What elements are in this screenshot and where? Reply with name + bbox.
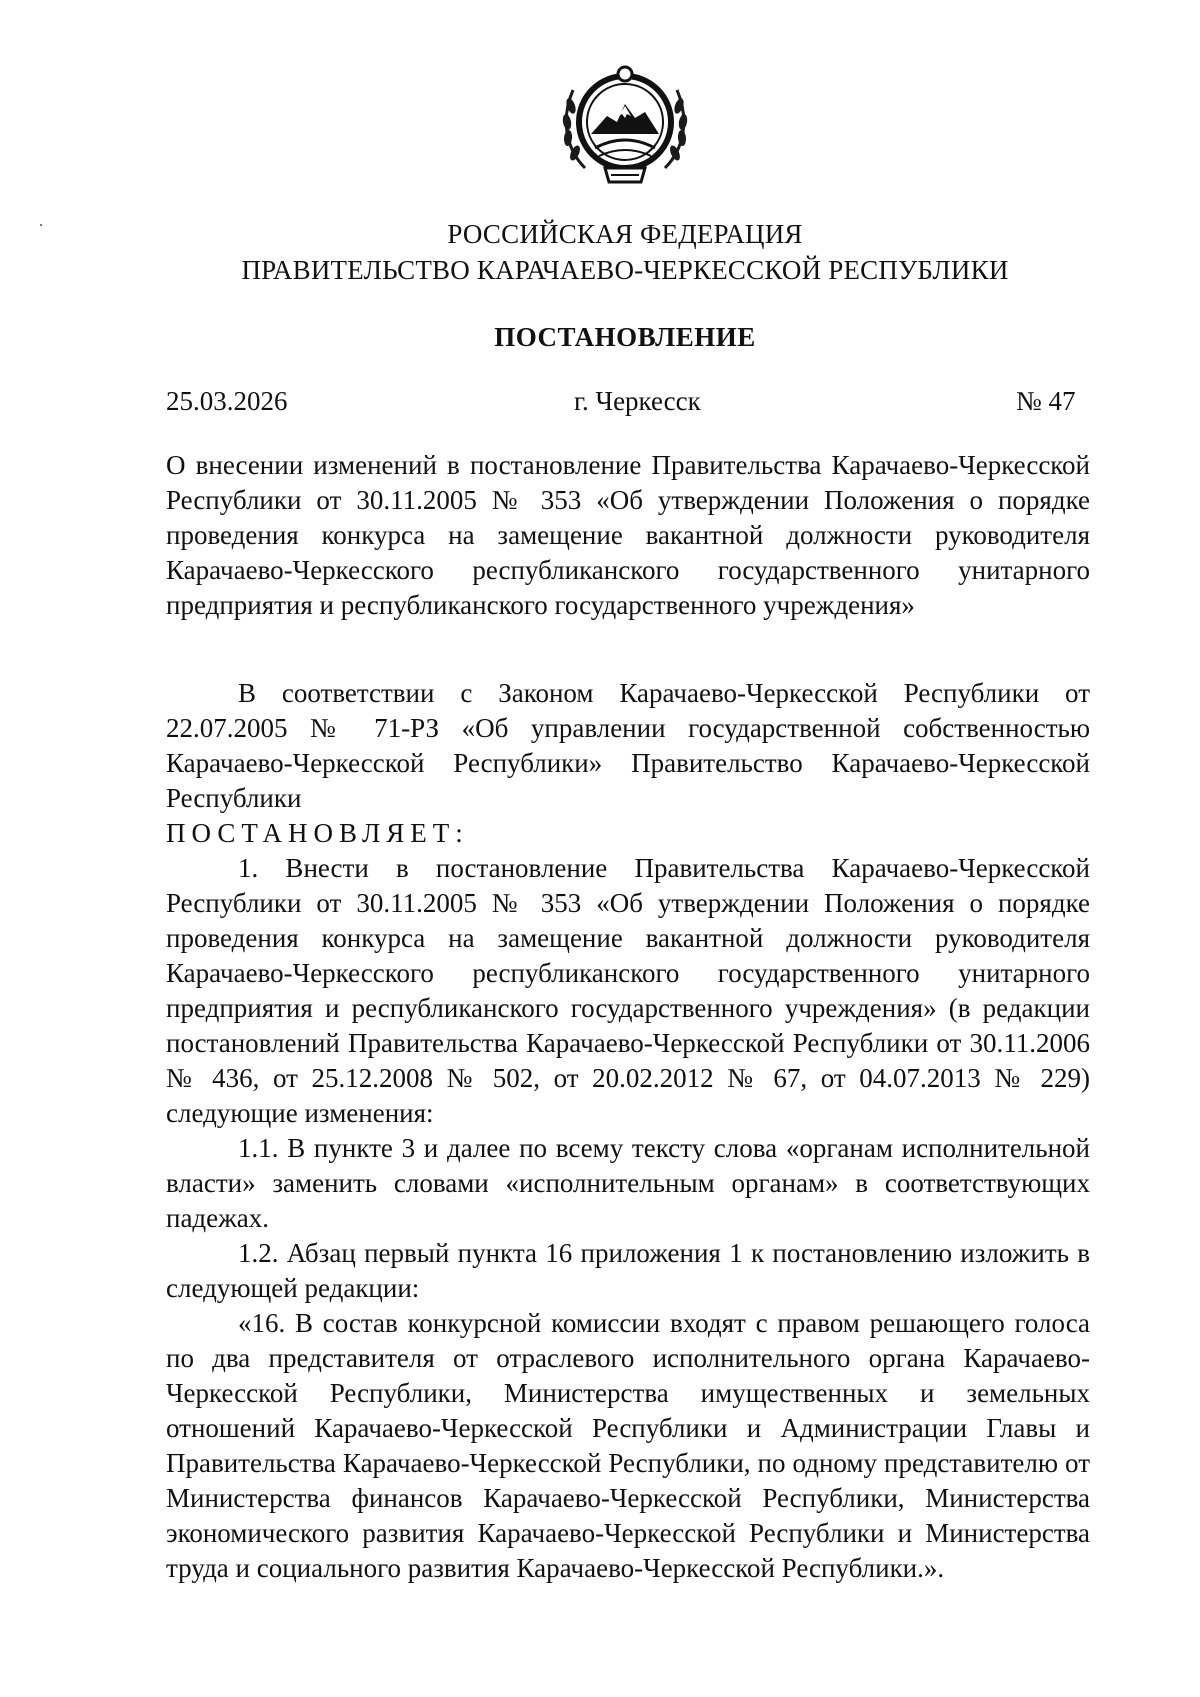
document-subject: О внесении изменений в постановление Правительства Карачаево-Черкесской Республики от 30.11.2005 № 353 «Об утверждении Положения о порядке проведения конкурса на замещение вакантной должности руководителя Карачаево-Черкесского республиканского государственного унитарного предприятия и республиканского государственного учреждения» bbox=[166, 450, 1090, 620]
document-body bbox=[166, 676, 1090, 1586]
coat-of-arms-icon bbox=[555, 56, 695, 196]
scan-speck bbox=[40, 224, 42, 226]
item-1-paragraph: 1. Внести в постановление Правительства Карачаево-Черкесской Республики от 30.11.2005 № 353 «Об утверждении Положения о порядке проведения конкурса на замещение вакантной должности руководителя Карачаево-Черкесского республиканского государственного унитарного предприятия и республиканского государственного учреждения» (в редакции постановлений Правительства Карачаево-Черкесской Республики от 30.11.2006 № 436, от 25.12.2008 № 502, от 20.02.2012 № 67, от 04.07.2013 № 229) следующие изменения: bbox=[166, 853, 1090, 1128]
document-number: № 47 bbox=[1016, 386, 1076, 416]
preamble-paragraph: В соответствии с Законом Карачаево-Черкесской Республики от 22.07.2005 № 71-РЗ «Об управлении государственной собственностью Карачаево-Черкесской Республики» Правительство Карачаево-Черкесской Республики bbox=[166, 678, 1090, 813]
item-1-2-paragraph: 1.2. Абзац первый пункта 16 приложения 1 к постановлению изложить в следующей редакции: bbox=[166, 1238, 1090, 1303]
decree-word: ПОСТАНОВЛЯЕТ: bbox=[166, 818, 469, 848]
item-1-1-paragraph: 1.1. В пункте 3 и далее по всему тексту слова «органам исполнительной власти» заменить словами «исполнительным органам» в соответствующих падежах. bbox=[166, 1133, 1090, 1233]
document-city: г. Черкесск bbox=[574, 386, 701, 416]
country-heading: РОССИЙСКАЯ ФЕДЕРАЦИЯ bbox=[447, 219, 803, 249]
document-type-title: ПОСТАНОВЛЕНИЕ bbox=[494, 322, 756, 352]
item-16-text-paragraph: «16. В состав конкурсной комиссии входят с правом решающего голоса по два представителя от отраслевого исполнительного органа Карачаево-Черкесской Республики, Министерства имущественных и земельных отношений Карачаево-Черкесской Республики и Администрации Главы и Правительства Карачаево-Черкесской Республики, по одному представителю от Министерства финансов Карачаево-Черкесской Республики, Министерства экономического развития Карачаево-Черкесской Республики и Министерства труда и социального развития Карачаево-Черкесской Республики.». bbox=[166, 1308, 1090, 1583]
document-date: 25.03.2026 bbox=[166, 386, 288, 416]
government-heading: ПРАВИТЕЛЬСТВО КАРАЧАЕВО-ЧЕРКЕССКОЙ РЕСПУБЛИКИ bbox=[241, 255, 1009, 285]
